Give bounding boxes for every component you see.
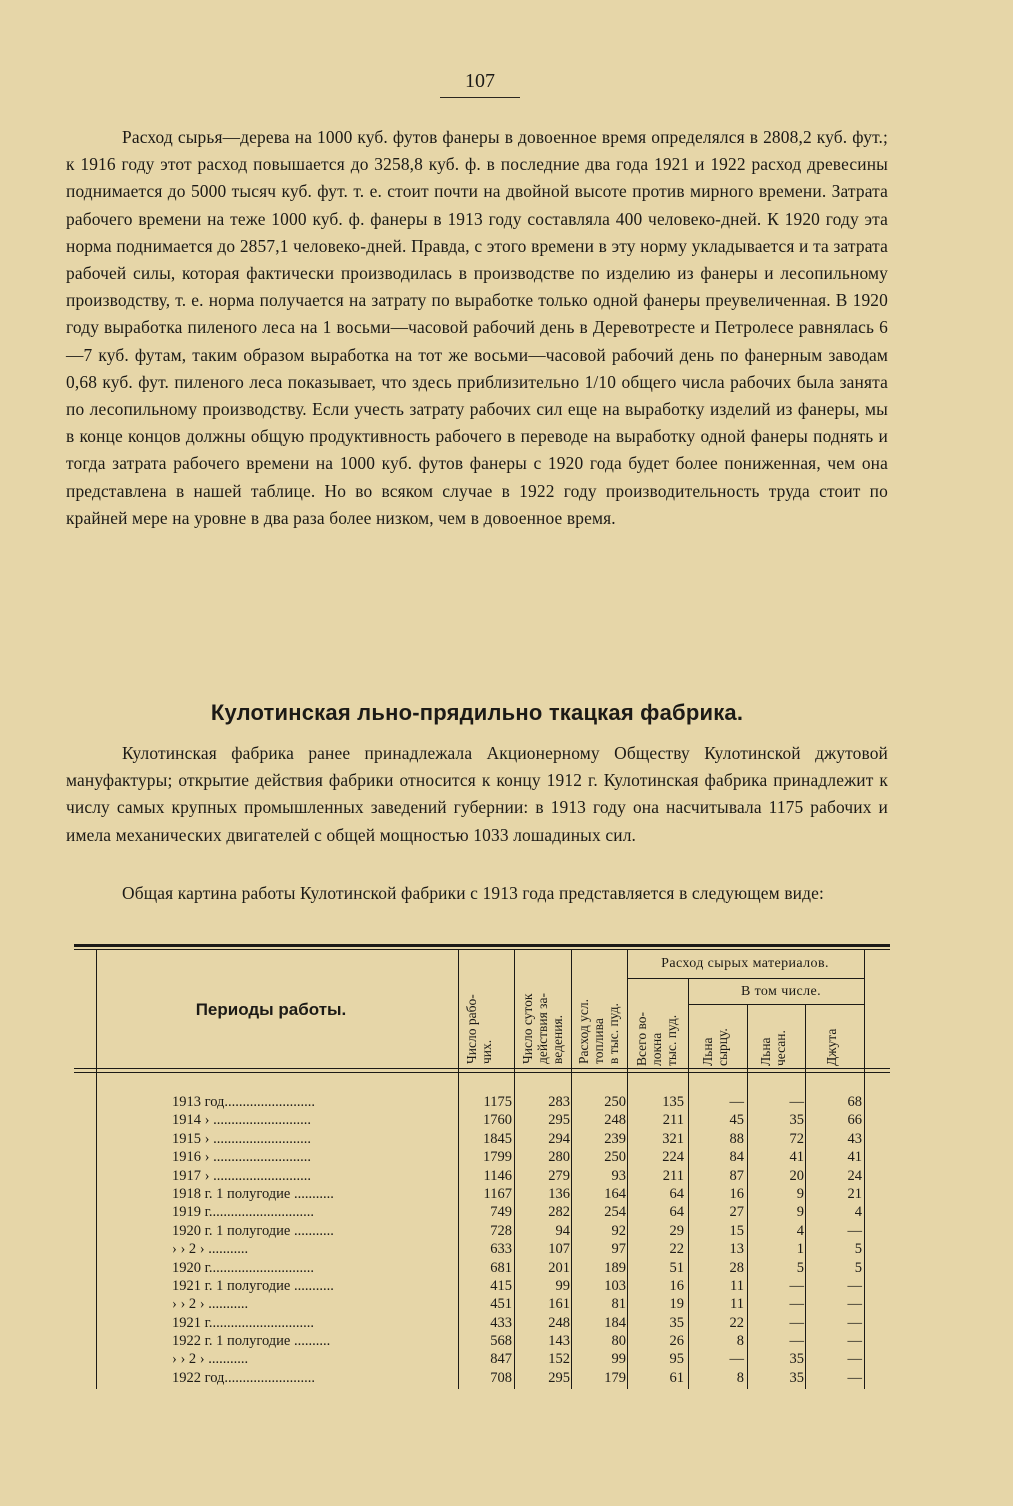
- fiber-total-cell: 35: [669, 1314, 684, 1331]
- fiber-total-header: Всего во- локна тыс. пуд.: [634, 1011, 679, 1066]
- period-cell: 1917 › ...........................: [172, 1167, 311, 1184]
- fiber-total-cell: 29: [669, 1222, 684, 1239]
- fiber-total-cell: 64: [669, 1204, 684, 1221]
- days-header: Число суток действия за- ведения.: [520, 993, 565, 1064]
- period-cell: 1915 › ...........................: [172, 1130, 311, 1147]
- raw-flax-cell: —: [729, 1094, 744, 1110]
- subgroup-header: В том числе.: [740, 984, 822, 999]
- raw-flax-cell: 8: [736, 1333, 744, 1350]
- days-cell: 294: [548, 1130, 570, 1147]
- raw-flax-cell: 28: [729, 1259, 744, 1276]
- period-cell: 1916 › ...........................: [172, 1149, 311, 1166]
- factory-table: [74, 944, 890, 1396]
- paragraph-factory-history: Кулотинская фабрика ранее принадлежала Акционерному Обществу Кулотинской джутовой мануфактуры; открытие действия фабрики относится к концу 1912 г. Кулотинская фабрика принадлежит к числу самых крупных промышленных заведений губернии: в 1913 году она насчитывала 1175 рабочих и имела механических двигателей с общей мощностью 1033 лошадиных сил.: [66, 743, 888, 845]
- table-row: [74, 1186, 890, 1204]
- fuel-cell: 250: [604, 1094, 626, 1110]
- jute-cell: —: [847, 1351, 862, 1368]
- days-cell: 143: [548, 1333, 570, 1350]
- days-cell: 99: [555, 1277, 570, 1294]
- fuel-cell: 99: [611, 1351, 626, 1368]
- period-cell: 1919 г.............................: [172, 1204, 315, 1221]
- combed-flax-cell: 4: [796, 1222, 804, 1239]
- days-cell: 107: [548, 1241, 570, 1258]
- fiber-total-cell: 26: [669, 1333, 684, 1350]
- raw-flax-cell: 45: [729, 1112, 744, 1129]
- fiber-total-cell: 321: [662, 1130, 684, 1147]
- raw-flax-cell: 13: [729, 1241, 744, 1258]
- combed-flax-cell: 5: [796, 1259, 804, 1276]
- fuel-cell: 189: [604, 1259, 626, 1276]
- table-row: [74, 1204, 890, 1222]
- workers-cell: 633: [490, 1241, 512, 1258]
- section-heading: Кулотинская льно-прядильно ткацкая фабрика.: [210, 700, 744, 725]
- workers-cell: 1799: [483, 1149, 512, 1166]
- jute-cell: —: [847, 1277, 862, 1294]
- table-header-rule: [74, 1068, 890, 1069]
- table-header-rule-2: [74, 1072, 890, 1073]
- combed-flax-cell: 1: [796, 1241, 804, 1258]
- workers-cell: 1146: [483, 1167, 512, 1184]
- jute-cell: 41: [847, 1149, 862, 1166]
- jute-cell: —: [847, 1296, 862, 1313]
- jute-cell: 24: [847, 1167, 862, 1184]
- jute-cell: 66: [847, 1112, 862, 1129]
- fuel-cell: 239: [604, 1130, 626, 1147]
- workers-cell: 451: [490, 1296, 512, 1313]
- raw-flax-cell: 16: [729, 1185, 744, 1202]
- raw-flax-cell: 15: [729, 1222, 744, 1239]
- days-cell: 161: [548, 1296, 570, 1313]
- workers-cell: 568: [490, 1333, 512, 1350]
- table-row: [74, 1112, 890, 1130]
- fiber-total-cell: 211: [662, 1167, 684, 1184]
- fiber-total-cell: 16: [669, 1277, 684, 1294]
- jute-cell: —: [847, 1369, 862, 1386]
- period-cell: 1921 г.............................: [172, 1314, 315, 1331]
- combed-flax-cell: 35: [789, 1369, 804, 1386]
- fiber-total-cell: 51: [669, 1259, 684, 1276]
- period-cell: 1922 г. 1 полугодие ..........: [172, 1333, 331, 1350]
- fuel-cell: 97: [611, 1241, 626, 1258]
- workers-cell: 708: [490, 1369, 512, 1386]
- fuel-cell: 250: [604, 1149, 626, 1166]
- fuel-cell: 81: [611, 1296, 626, 1313]
- combed-flax-header: Льна чесан.: [758, 1030, 788, 1066]
- combed-flax-cell: —: [789, 1314, 804, 1331]
- period-cell: 1921 г. 1 полугодие ...........: [172, 1277, 334, 1294]
- days-cell: 94: [555, 1222, 570, 1239]
- fuel-cell: 164: [604, 1185, 626, 1202]
- table-row: [74, 1333, 890, 1351]
- jute-cell: —: [847, 1314, 862, 1331]
- fuel-cell: 93: [611, 1167, 626, 1184]
- raw-flax-cell: 88: [729, 1130, 744, 1147]
- combed-flax-cell: —: [789, 1094, 804, 1110]
- raw-flax-cell: 8: [736, 1369, 744, 1386]
- workers-cell: 749: [490, 1204, 512, 1221]
- fiber-total-cell: 135: [662, 1094, 684, 1110]
- days-cell: 283: [548, 1094, 570, 1110]
- days-cell: 280: [548, 1149, 570, 1166]
- combed-flax-cell: 20: [789, 1167, 804, 1184]
- fiber-total-cell: 95: [669, 1351, 684, 1368]
- jute-cell: 21: [847, 1185, 862, 1202]
- days-cell: 279: [548, 1167, 570, 1184]
- fiber-total-cell: 61: [669, 1369, 684, 1386]
- fiber-total-cell: 64: [669, 1185, 684, 1202]
- workers-cell: 433: [490, 1314, 512, 1331]
- raw-flax-cell: 87: [729, 1167, 744, 1184]
- table-row: [74, 1315, 890, 1333]
- workers-cell: 847: [490, 1351, 512, 1368]
- page-number: 107: [440, 70, 520, 98]
- jute-cell: —: [847, 1222, 862, 1239]
- jute-cell: —: [847, 1333, 862, 1350]
- days-cell: 136: [548, 1185, 570, 1202]
- jute-header: Джута: [824, 1028, 839, 1066]
- fiber-total-cell: 22: [669, 1241, 684, 1258]
- days-cell: 201: [548, 1259, 570, 1276]
- fuel-cell: 184: [604, 1314, 626, 1331]
- jute-cell: 4: [854, 1204, 862, 1221]
- fiber-total-cell: 211: [662, 1112, 684, 1129]
- jute-cell: 5: [854, 1259, 862, 1276]
- fuel-header: Расход усл. топлива в тыс. пуд.: [576, 998, 621, 1064]
- combed-flax-cell: 72: [789, 1130, 804, 1147]
- combed-flax-cell: —: [789, 1333, 804, 1350]
- table-top-rule: [74, 944, 890, 947]
- table-row: [74, 1296, 890, 1314]
- table-row: [74, 1168, 890, 1186]
- period-cell: 1922 год.........................: [172, 1369, 316, 1386]
- fiber-total-cell: 224: [662, 1149, 684, 1166]
- table-row: [74, 1278, 890, 1296]
- combed-flax-cell: 35: [789, 1351, 804, 1368]
- workers-cell: 1167: [483, 1185, 512, 1202]
- table-row: [74, 1131, 890, 1149]
- combed-flax-cell: 9: [796, 1185, 804, 1202]
- period-cell: › › 2 › ...........: [172, 1241, 249, 1258]
- days-cell: 152: [548, 1351, 570, 1368]
- table-row: [74, 1094, 890, 1112]
- jute-cell: 43: [847, 1130, 862, 1147]
- table-row: [74, 1223, 890, 1241]
- paragraph-plywood: Расход сырья—дерева на 1000 куб. футов фанеры в довоенное время определялся в 2808,2 куб. фут.; к 1916 году этот расход повышается до 3258,8 куб. ф. в последние два года 1921 и 1922 расход древесины поднимается до 5000 тысяч куб. фут. т. е. стоит почти на двойной высоте против мирного времени. Затрата рабочего времени на теже 1000 куб. ф. фанеры в 1913 году составляла 400 человеко-дней. К 1920 году эта норма поднимается до 2857,1 человеко-дней. Правда, с этого времени в эту норму укладывается и та затрата рабочей силы, которая фактически производилась в производстве по изделию из фанеры и лесопильному производству, т. е. норма получается на затрату по выработке только одной фанеры преувеличенная. В 1920 году выработка пиленого леса на 1 восьми—часовой рабочий день в Деревотресте и Петролесе равнялась 6—7 куб. футам, таким образом выработка на тот же восьми—часовой рабочий день по фанерным заводам 0,68 куб. фут. пиленого леса показывает, что здесь приблизительно 1/10 общего числа рабочих была занята по лесопильному производству. Если учесть затрату рабочих сил еще на выработку изделий из фанеры, мы в конце концов должны общую продуктивность рабочего в переводе на выработку одной фанеры поднять и тогда затрата рабочего времени на 1000 куб. футов фанеры с 1920 года будет более пониженная, чем она представлена в нашей таблице. Но во всяком случае в 1922 году производительность труда стоит по крайней мере на уровне в два раза более низком, чем в довоенное время.: [66, 127, 888, 528]
- table-body: [74, 1094, 890, 1388]
- raw-flax-cell: —: [729, 1351, 744, 1368]
- period-cell: 1920 г.............................: [172, 1259, 315, 1276]
- workers-cell: 1760: [483, 1112, 512, 1129]
- period-header: Периоды работы.: [195, 1000, 347, 1019]
- workers-cell: 415: [490, 1277, 512, 1294]
- group-header-rule: [627, 978, 864, 979]
- jute-cell: 68: [847, 1094, 862, 1110]
- workers-header: Число рабо- чих.: [464, 994, 494, 1064]
- period-cell: › › 2 › ...........: [172, 1296, 249, 1313]
- fiber-total-cell: 19: [669, 1296, 684, 1313]
- table-row: [74, 1149, 890, 1167]
- raw-flax-cell: 11: [730, 1296, 744, 1313]
- table-row: [74, 1370, 890, 1388]
- jute-cell: 5: [854, 1241, 862, 1258]
- combed-flax-cell: —: [789, 1296, 804, 1313]
- raw-flax-cell: 11: [730, 1277, 744, 1294]
- days-cell: 282: [548, 1204, 570, 1221]
- table-row: [74, 1260, 890, 1278]
- workers-cell: 1845: [483, 1130, 512, 1147]
- raw-flax-cell: 84: [729, 1149, 744, 1166]
- paragraph-table-intro: Общая картина работы Кулотинской фабрики с 1913 года представляется в следующем виде:: [122, 883, 824, 903]
- fuel-cell: 80: [611, 1333, 626, 1350]
- fuel-cell: 248: [604, 1112, 626, 1129]
- combed-flax-cell: 9: [796, 1204, 804, 1221]
- raw-flax-cell: 22: [729, 1314, 744, 1331]
- raw-flax-cell: 27: [729, 1204, 744, 1221]
- fuel-cell: 103: [604, 1277, 626, 1294]
- days-cell: 295: [548, 1112, 570, 1129]
- raw-flax-header: Льна сырцу.: [700, 1028, 730, 1066]
- period-cell: 1913 год.........................: [172, 1094, 316, 1110]
- fuel-cell: 92: [611, 1222, 626, 1239]
- table-row: [74, 1351, 890, 1369]
- period-cell: 1920 г. 1 полугодие ...........: [172, 1222, 334, 1239]
- workers-cell: 728: [490, 1222, 512, 1239]
- period-cell: 1918 г. 1 полугодие ...........: [172, 1185, 334, 1202]
- period-cell: › › 2 › ...........: [172, 1351, 249, 1368]
- workers-cell: 681: [490, 1259, 512, 1276]
- days-cell: 295: [548, 1369, 570, 1386]
- days-cell: 248: [548, 1314, 570, 1331]
- combed-flax-cell: —: [789, 1277, 804, 1294]
- fuel-cell: 179: [604, 1369, 626, 1386]
- table-row: [74, 1241, 890, 1259]
- workers-cell: 1175: [483, 1094, 512, 1110]
- fuel-cell: 254: [604, 1204, 626, 1221]
- materials-group-header: Расход сырых материалов.: [661, 956, 829, 971]
- combed-flax-cell: 35: [789, 1112, 804, 1129]
- period-cell: 1914 › ...........................: [172, 1112, 311, 1129]
- combed-flax-cell: 41: [789, 1149, 804, 1166]
- table-top-rule-thin: [74, 949, 890, 950]
- subgroup-header-rule: [688, 1004, 864, 1005]
